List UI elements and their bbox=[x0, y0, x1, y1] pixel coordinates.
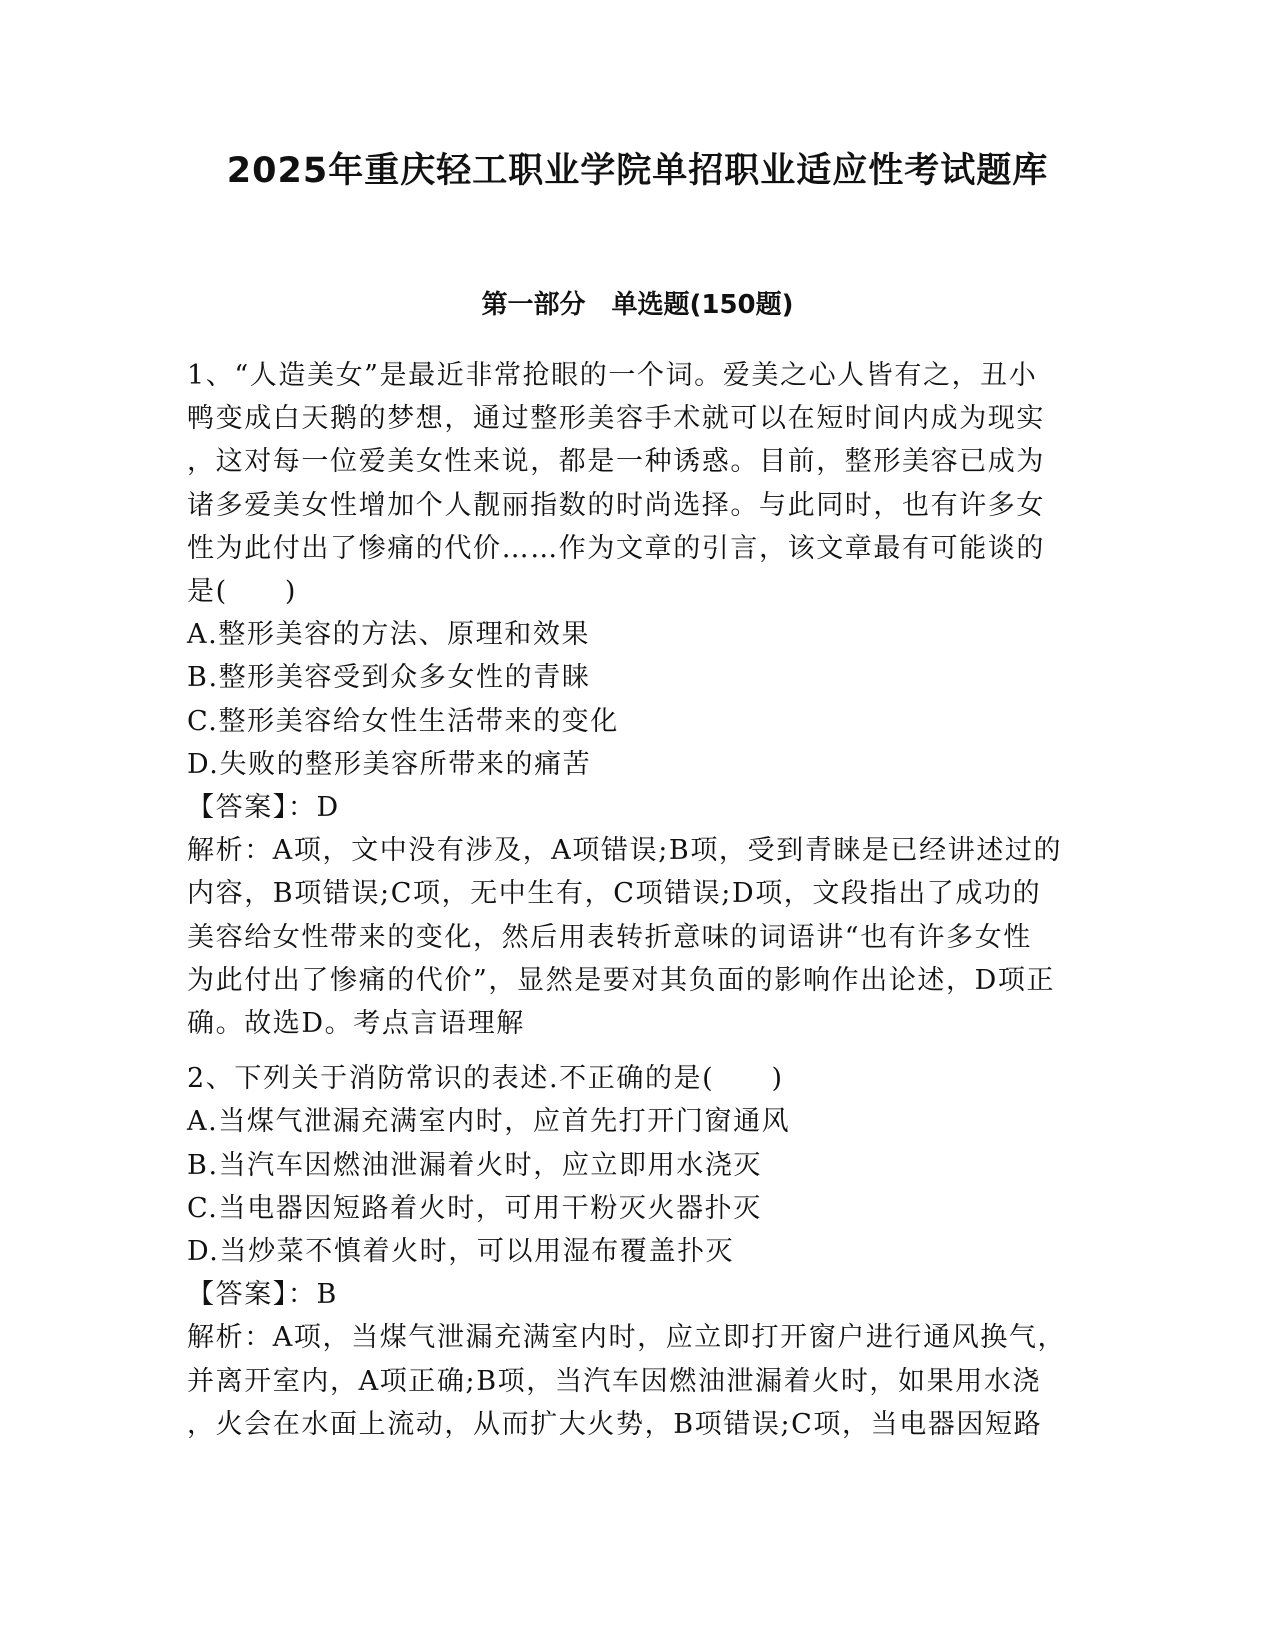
answer-line: 【答案】：B bbox=[187, 1279, 338, 1311]
question-stem: 2、下列关于消防常识的表述.不正确的是( ) bbox=[187, 1063, 784, 1095]
analysis-text: 解析：A项，当煤气泄漏充满室内时，应立即打开窗户进行通风换气， 并离开室内，A项正确;B项，当汽车因燃油泄漏着火时，如果用水浇 ，火会在水面上流动，从而扩大火势，B项错误;C项，当电器因短路 bbox=[187, 1322, 1067, 1440]
question-2 bbox=[187, 1057, 1087, 1446]
question-stem: 1、“人造美女”是最近非常抢眼的一个词。爱美之心人皆有之，丑小 鸭变成白天鹅的梦想，通过整形美容手术就可以在短时间内成为现实 ，这对每一位爱美女性来说，都是一种诱惑。目前，整形美容已成为 诸多爱美女性增加个人靓丽指数的时尚选择。与此同时，也有许多女 性为此付出了惨痛的代价……作为文章的引言，该文章最有可能谈的 是( ) bbox=[187, 360, 1045, 608]
option-c: C.整形美容给女性生活带来的变化 bbox=[187, 705, 619, 737]
analysis-text: 解析：A项，文中没有涉及，A项错误;B项，受到青睐是已经讲述过的 内容，B项错误;C项，无中生有，C项错误;D项，文段指出了成功的 美容给女性带来的变化，然后用表转折意味的词语讲“也有许多女性 为此付出了惨痛的代价”，显然是要对其负面的影响作出论述，D项正 确。故选D。考点言语理解 bbox=[187, 835, 1063, 1040]
option-a: A.当煤气泄漏充满室内时，应首先打开门窗通风 bbox=[187, 1106, 791, 1138]
answer-line: 【答案】：D bbox=[187, 792, 340, 824]
document-title: 2025年重庆轻工职业学院单招职业适应性考试题库 bbox=[226, 151, 1049, 191]
option-c: C.当电器因短路着火时，可用干粉灭火器扑灭 bbox=[187, 1192, 762, 1224]
option-b: B.当汽车因燃油泄漏着火时，应立即用水浇灭 bbox=[187, 1149, 763, 1181]
option-d: D.失败的整形美容所带来的痛苦 bbox=[187, 748, 592, 780]
option-list bbox=[187, 613, 1087, 786]
option-b: B.整形美容受到众多女性的青睐 bbox=[187, 662, 591, 694]
option-list bbox=[187, 1100, 1087, 1273]
section-title: 第一部分 单选题(150题) bbox=[481, 290, 794, 320]
option-d: D.当炒菜不慎着火时，可以用湿布覆盖扑灭 bbox=[187, 1236, 735, 1268]
question-1 bbox=[187, 354, 1087, 1045]
option-a: A.整形美容的方法、原理和效果 bbox=[187, 619, 591, 651]
question-list bbox=[187, 354, 1087, 1458]
